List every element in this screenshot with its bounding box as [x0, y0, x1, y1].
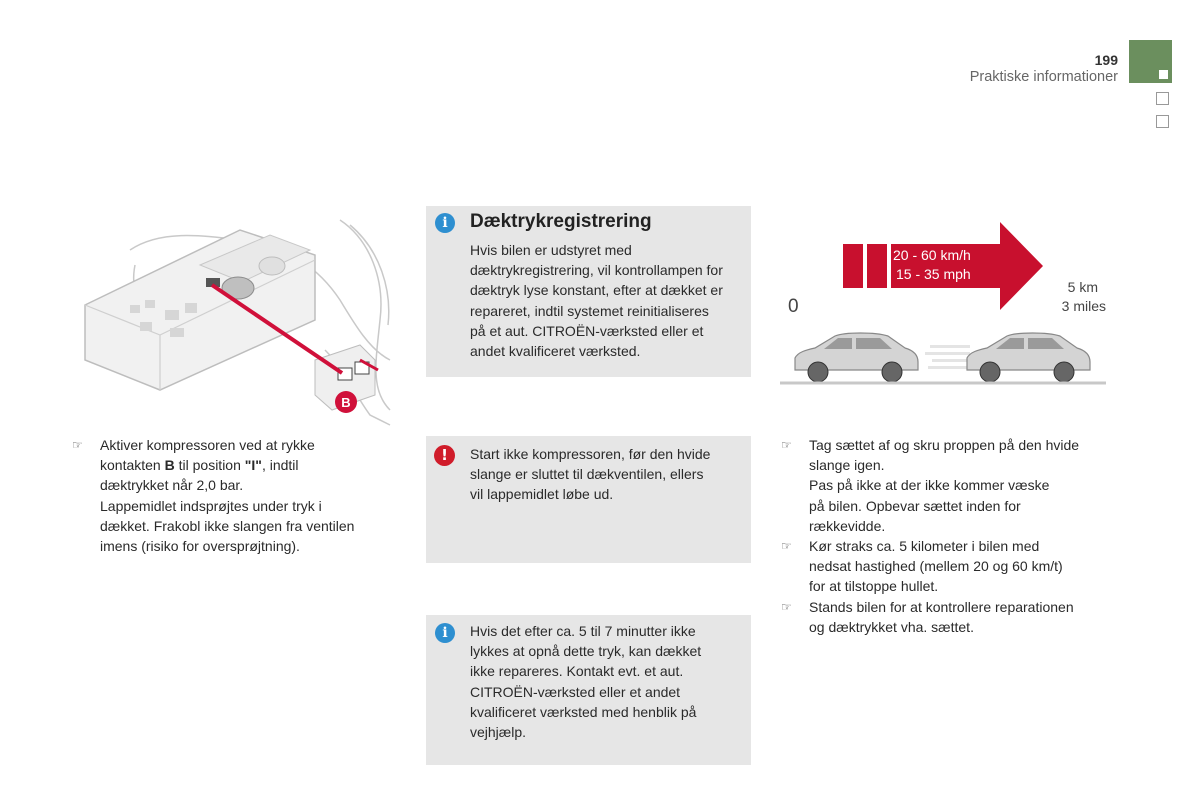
chapter-tab-box: [1156, 115, 1169, 128]
pointer-bullet-icon: ☞: [72, 438, 83, 452]
list-item: ☞ Stands bilen for at kontrollere reparationen og dæktrykket vha. sættet.: [781, 598, 1074, 635]
section-title: Praktiske informationer: [969, 69, 1118, 85]
distance-start-label: 0: [788, 296, 799, 317]
car-left-icon: [795, 333, 918, 382]
warning-icon: !: [434, 445, 455, 466]
chapter-tab-active: [1129, 40, 1172, 83]
switch-b-callout: B: [341, 395, 351, 410]
pointer-bullet-icon: ☞: [781, 438, 792, 452]
list-item: ☞ Tag sættet af og skru proppen på den hvide slange igen. Pas på ikke at der ikke kommer væske på bilen. Opbevar sættet inden for rækkevidde.: [781, 437, 1080, 534]
speed-mph-label: 15 - 35 mph: [896, 266, 971, 282]
distance-km-label: 5 km: [1067, 279, 1098, 295]
info-icon: i: [435, 623, 455, 643]
compressor-instruction: ☞ Aktiver kompressoren ved at rykke kontakten B til position "I", indtil dæktrykket når 2,0 bar. Lappemidlet indsprøjtes under tryk i dækket. Frakobl ikke slangen fra ventilen imens (risiko for oversprøjtning).: [72, 437, 355, 555]
chapter-tab-marker: [1159, 70, 1168, 79]
car-right-icon: [967, 333, 1090, 382]
tyre-monitoring-text: Hvis bilen er udstyret med dæktrykregistrering, vil kontrollampen for dæktryk lyse konstant, efter at dækket er repareret, indtil systemet reinitialiseres på et aut. CITROËN-værksted eller et andet kvalificeret værksted.: [470, 242, 723, 360]
speed-kmh-label: 20 - 60 km/h: [893, 247, 971, 263]
info-icon: i: [435, 213, 455, 233]
pointer-bullet-icon: ☞: [781, 599, 792, 614]
page-number: 199: [1094, 52, 1118, 68]
after-repair-instructions: [781, 435, 1121, 637]
repair-failure-text: Hvis det efter ca. 5 til 7 minutter ikke lykkes at opnå dette tryk, kan dækket ikke repareres. Kontakt evt. et aut. CITROËN-værksted eller et andet kvalificeret værksted med henblik på vejhjælp.: [470, 623, 702, 741]
pointer-bullet-icon: ☞: [781, 539, 792, 554]
compressor-illustration: [70, 210, 410, 430]
tyre-monitoring-title: Dæktrykregistrering: [470, 211, 652, 232]
chapter-tab-box: [1156, 92, 1169, 105]
distance-miles-label: 3 miles: [1061, 298, 1106, 314]
list-item: ☞ Kør straks ca. 5 kilometer i bilen med nedsat hastighed (mellem 20 og 60 km/t) for at tilstoppe hullet.: [781, 538, 1063, 595]
warning-text: Start ikke kompressoren, før den hvide slange er sluttet til dækventilen, ellers vil lappemidlet løbe ud.: [470, 446, 711, 503]
